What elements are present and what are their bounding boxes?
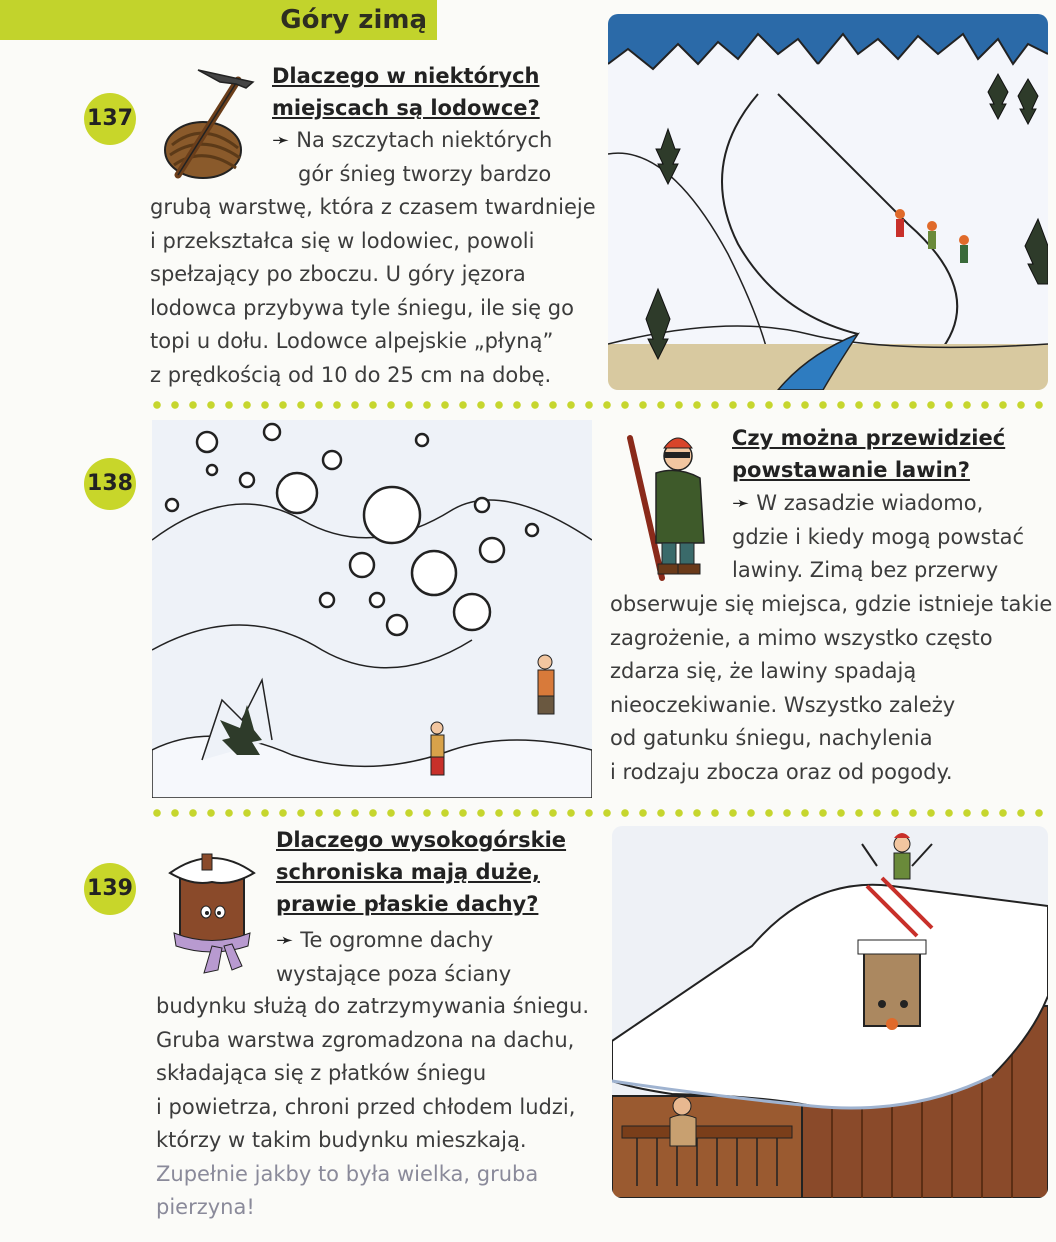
question-title: Dlaczego w niektórych miejscach są lodowce? [272,64,540,120]
question-title: Dlaczego wysokogórskie schroniska mają duże, prawie płaskie dachy? [276,828,567,916]
question-number-badge: 138 [84,458,136,510]
answer-text-indented: ➛ Na szczytach niektórych gór śnieg tworzy bardzo [272,128,553,186]
arrow-icon: ➛ [276,928,294,952]
arrow-icon: ➛ [732,491,750,515]
snowy-roof-illustration [612,826,1048,1198]
mountain-guide-icon [622,428,718,584]
answer-text: grubą warstwę, która z czasem twardnieje i przekształca się w lodowiec, powoli spełzający po zboczu. U góry jęzora lodowca przybywa tyle śniegu, ile się go topi u dołu. Lodowce alpejskie „płyną” z prędkością od 10 do 25 cm na dobę. [150,195,596,387]
section-divider [148,400,1048,410]
answer-text: obserwuje się miejsca, gdzie istnieje takie zagrożenie, a mimo wszystko często zdarza się, że lawiny spadają nieoczekiwanie. Wszystko zależy od gatunku śniegu, nachylenia i rodzaju zbocza oraz od pogody. [610,592,1053,784]
question-title: Czy można przewidzieć powstawanie lawin? [732,426,1006,482]
avalanche-illustration [152,420,592,798]
arrow-icon: ➛ [272,128,290,152]
answer-text-indented: ➛ Te ogromne dachy wystające poza ściany [276,928,512,986]
question-number-badge: 139 [84,863,136,915]
ice-axe-icon [158,60,258,185]
glacier-illustration [608,14,1048,390]
mountain-hut-icon [162,838,262,978]
section-divider [148,808,1048,818]
answer-text: budynku służą do zatrzymywania śniegu. Gruba warstwa zgromadzona na dachu, składająca się z płatków śniegu i powietrza, chroni przed chłodem ludzi, którzy w takim budynku mieszkają. Zupełnie jakby to była wielka, gruba pierzyna! [156,994,589,1219]
answer-text-indented: ➛ W zasadzie wiadomo, gdzie i kiedy mogą powstać lawiny. Zimą bez przerwy [732,491,1025,582]
page-title: Góry zimą [280,5,427,35]
question-number-badge: 137 [84,93,136,145]
